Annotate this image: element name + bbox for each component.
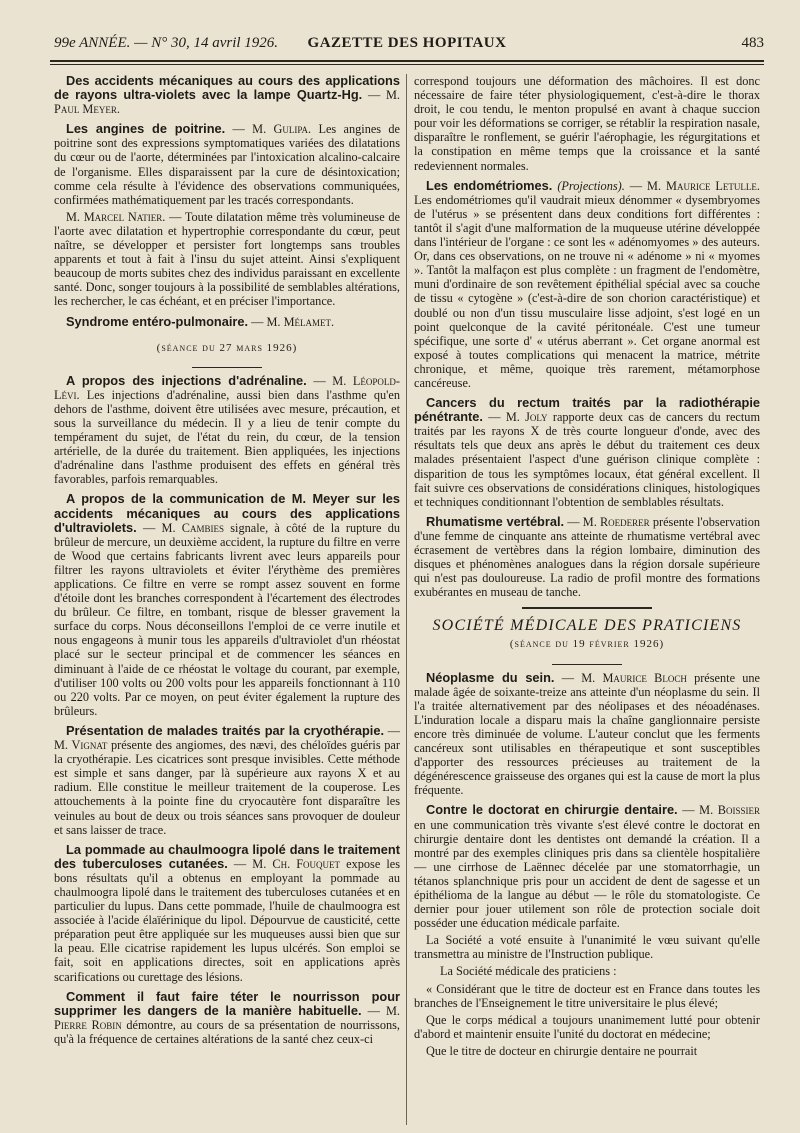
column-divider — [406, 74, 407, 1125]
article — [414, 803, 760, 1058]
article — [54, 843, 400, 984]
quote-text: Que le corps médical a toujours unanimement lutté pour obtenir d'abord et maintenir ensuite l'unité du doctorat en médecine; — [414, 1012, 760, 1041]
article — [54, 492, 400, 718]
article-title: Présentation de malades traités par la cryothérapie. — [66, 722, 385, 738]
journal-title: GAZETTE DES HOPITAUX — [307, 35, 507, 51]
article-text: signale, à côté de la rupture du brûleur de mercure, un deuxième accident, la rupture du filtre en verre de Wood que certains fabricants livrent avec leurs appareils pour filtrer les rayons ultraviolets et éviter l'érythème des premières applications. Ce filtre en verre se rompt assez souvent en forme d'étoile dont les branches correspondent à l'écartement des électrodes du brûleur. Ce filtre, en tombant, risque de blesser gravement la surface du corps. Nous déconseillons l'emploi de ce verre inutile et nous engageons à munir tous les appareils d'ultraviolet d'un rhéostat placé sur le secteur principal et de commencer les séances en diminuant à l'aide de ce rhéostat le voltage du courant, par exemple, d'utiliser 100 volts ou 200 volts pour les appareils fonctionnant à 110 ou 220 volts. Par ce moyen, on peut éviter également la rupture des brûleurs. — [54, 520, 400, 718]
article-title: Syndrome entéro-pulmonaire. — [66, 313, 249, 329]
article-title: A propos des injections d'adrénaline. — [66, 372, 307, 388]
society-heading: SOCIÉTÉ MÉDICALE DES PRATICIENS — [432, 617, 742, 635]
article-title: Les angines de poitrine. — [66, 121, 226, 137]
article-author: — M. Maurice Letulle. — [629, 178, 760, 193]
right-column — [414, 74, 760, 1127]
section-rule — [192, 367, 262, 368]
article-subtitle: (Projections). — [557, 178, 625, 193]
article-title: Contre le doctorat en chirurgie dentaire. — [426, 802, 678, 818]
article-text: Toute dilatation même très volumineuse de l'aorte avec dilatation et hypertrophie correspondante du cœur, peut naître, se développer et persister fort longtemps sans troubles apparents et tout à fait à l'insu du sujet atteint. Ainsi s'expliquent beaucoup de morts subites chez des individus paraissant en excellente santé. Donc, songer toujours à la possibilité de semblables altérations, les rechercher, le cas échéant, et en préciser l'importance. — [54, 209, 400, 309]
article-title: Les endométriomes. — [426, 177, 553, 193]
article-title: La pommade au chaulmoogra lipolé dans le traitement des tuberculoses cutanées. — [54, 841, 400, 871]
article-text: en une communication très vivante s'est élevé contre le doctorat en chirurgie dentaire dont les dentistes ont demandé la création. Il a montré par des exemples cliniques pris dans sa clientèle hospitalière — une cirrhose de Laënnec décelée par une stomatorrhagie, un tétanos splanchnique pris pour un accident de dent de sagesse et un épithélioma de la langue au début — le rôle du stomatologiste. Ce dernier pour jouer utilement son rôle de protection sociale doit posséder une éducation médicale parfaite. — [414, 817, 760, 931]
article-text: présente des angiomes, des nævi, des chéloïdes guéris par la cryothérapie. Les cicatrices sont presque invisibles. Cette méthode est simple et sans danger, par là supérieure aux rayons X et au radium. Elle constitue le meilleur traitement de la couperose. Les attouchements à la pointe fine du cryocautère font disparaître les veinules au bout de deux ou trois séances sans provoquer de douleur et sans laisser de trace. — [54, 738, 400, 837]
article-text: La Société médicale des praticiens : — [440, 964, 617, 979]
article-title: Des accidents mécaniques au cours des applications de rayons ultra-violets avec la lampe Quartz-Hg. — [54, 74, 400, 103]
page-number: 483 — [741, 35, 764, 51]
article-text: rapporte deux cas de cancers du rectum traités par les rayons X de très courte longueur d'onde, avec des résultats tels que deux ans après le début du traitement ces deux malades présentaient l'aspect d'une guérison clinique complète : disparition de tous les symptômes locaux, état général excellent. Il fait suivre ces observations de considérations cliniques, histologiques et techniques conditionnant l'obtention de semblables résultats. — [414, 410, 760, 509]
quote-text: Que le titre de docteur en chirurgie dentaire ne pourrait — [426, 1043, 698, 1058]
article-continuation — [414, 74, 760, 173]
article-title: Cancers du rectum traités par la radiothérapie pénétrante. — [414, 395, 760, 425]
article-title: A propos de la communication de M. Meyer sur les accidents mécaniques au cours des applications d'ultraviolets. — [54, 491, 400, 535]
article-text: présente une malade âgée de soixante-treize ans atteinte d'un néoplasme du sein. Il l'a traitée alternativement par des néolipases et des néoadénases. L'induration locale a disparu mais la chaîne ganglionnaire persiste encore très diminuée de volume. L'auteur conclut que les ferments cancéreux sont utilisables en thérapeutique et sont susceptibles d'apporter des ressources précieuses au traitement de la dégénérescence graisseuse des organes qui est la cause de mort la plus fréquente. — [414, 670, 760, 798]
section-rule — [522, 607, 652, 609]
article-author: — M. Léopold-Lévi. — [54, 373, 400, 402]
article-title: Comment il faut faire téter le nourrisson pour supprimer les dangers de la manière habituelle. — [54, 988, 400, 1018]
article-author: — M. Pierre Robin — [54, 1003, 400, 1032]
article — [414, 671, 760, 798]
section-rule — [552, 664, 622, 665]
article-text: expose les bons résultats qu'il a obtenus en employant la pommade au chaulmoogra lipolé dans le traitement des tuberculoses cutanées et en particulier du lupus. Dans cette pommade, l'huile de chaulmoogra est associée à l'acide élaïérinique du lipol. Dépourvue de causticité, cette préparation peut être appliquée sur les muqueuses aussi bien que sur la peau. Elle cicatrise rapidement les lupus ulcérés. Son emploi se fait, soit en applications directes, soit en applications après scarifications ou curettage des lésions. — [54, 856, 400, 984]
article-author: — M. Roederer — [567, 514, 650, 529]
article — [414, 396, 760, 509]
article-text: Les injections d'adrénaline, aussi bien dans l'asthme qu'en dehors de l'asthme, doivent être utilisées avec mesure, précaution, et sous la surveillance du médecin. Il y a lieu de tenir compte du tempérament du sujet, de l'état du rein, du cœur, de la tension artérielle, de la durée du traitement. Bien appliquées, les injections d'adrénaline dans l'asthme produisent des effets en général très favorables, parfois remarquables. — [54, 387, 400, 487]
article-author: — M. Paul Meyer. — [54, 88, 400, 117]
article-author: — M. Gulipa. — [232, 122, 312, 137]
header-rule — [50, 60, 764, 62]
article-text: Les endométriomes qu'il vaudrait mieux dénommer « dysembryomes de l'utérus » se présentent dans deux conditions fort différentes : tantôt il s'agit d'une malformation de la muqueuse utérine développée dans l'intérieur de l'organe : ce sont les « adénomyomes » des auteurs. Or, dans ces observations, on ne trouve ni « adénome » ni « myomes ». Tantôt la malfaçon est plus complète : un fragment de l'endomètre, muni d'ordinaire de son revêtement épithélial spécial avec sa couche de tissu « cytogène » (c'est-à-dire de son chorion caractéristique) et doublé ou non d'un tissu musculaire lisse adjoint, s'est logé en un point quelconque de la cavité péritonéale. C'est une tumeur spécifique, une sorte d' « utérus aberrant ». Cet organe anormal est exposé à toutes complications qui menacent la matrice, métrite chronique, et même, quoique très rarement, métamorphose cancéreuse. — [414, 192, 760, 390]
article-text: Les angines de poitrine sont des expressions symptomatiques variées des dilatations du cœur ou de l'aorte, déterminées par l'intoxication alcalino-calcaire de l'organisme. Elles disparaissent par la cure de désintoxication; comme cela résulte à l'évidence des observations communiquées, confirmées mathématiquement par les tracés correspondants. — [54, 122, 400, 207]
article-title: Néoplasme du sein. — [426, 669, 555, 685]
article: Les angines de poitrine. — M. Gulipa. Les angines de poitrine sont des expressions symptomatiques variées des dilatations du cœur ou de l'aorte, déterminées par l'intoxication alcalino-calcaire de l'organisme. Elles disparaissent par la cure de désintoxication; comme cela résulte à l'évidence des observations communiquées, confirmées mathématiquement par les tracés correspondants. M. Marcel Natier. — Toute dilatation même très volumineuse de l'aorte avec dilatation et hypertrophie correspondante du cœur, peut naître, se développer et persister fort longtemps sans troubles apparents et tout à fait à l'insu du sujet atteint. Ainsi s'expliquent beaucoup de morts subites chez des individus paraissant en excellente santé. Donc, songer toujours à la possibilité de semblables altérations, les rechercher, le cas échéant, et en préciser l'importance. — [54, 121, 400, 309]
article — [54, 74, 400, 116]
article-title: Rhumatisme vertébral. — [426, 513, 565, 529]
session-heading: (séance du 27 mars 1926) — [156, 341, 298, 354]
article-text: La Société a voté ensuite à l'unanimité le vœu suivant qu'elle transmettra au ministre de l'Instruction publique. — [414, 933, 760, 962]
article-author: M. Marcel Natier. — [66, 209, 166, 224]
quote-text: « Considérant que le titre de docteur est en France dans toutes les branches de l'Enseignement le titre universitaire le plus élevé; — [414, 981, 760, 1010]
article-author: — M. Boissier — [682, 803, 760, 818]
header-rule-thin — [50, 64, 764, 65]
article — [414, 179, 760, 390]
article-author: — M. Mélamet. — [251, 314, 335, 329]
article — [54, 315, 400, 329]
article — [54, 990, 400, 1046]
article — [54, 374, 400, 487]
article — [54, 724, 400, 837]
article-text: démontre, au cours de sa présentation de nourrissons, qu'à la fréquence de certaines altérations de la santé chez ceux-ci — [54, 1017, 400, 1046]
issue-info: 99e ANNÉE. — N° 30, 14 avril 1926. — [54, 35, 279, 51]
article-author: — M. Joly — [488, 410, 548, 425]
article-author: — M. Cambies — [142, 520, 224, 535]
session-heading: (séance du 19 février 1926) — [509, 638, 665, 651]
article-text: présente l'observation d'une femme de cinquante ans atteinte de rhumatisme vertébral avec écrasement de vertèbres dans la région lombaire, diminution des disques et phénomènes analogues dans la région dorsale supérieure qui n'est pas douloureuse. La radio de profil montre des formations exubérantes en museau de tanche. — [414, 514, 760, 600]
page-header — [50, 30, 764, 56]
article-author: — M. Vignat — [54, 723, 400, 753]
article-author: — M. Maurice Bloch — [561, 670, 687, 685]
article — [414, 515, 760, 600]
article-text: correspond toujours une déformation des mâchoires. Il est donc nécessaire de faire téter physiologiquement, c'est-à-dire le thorax droit, le cou tendu, le menton propulsé en avant à chaque succion pour voir les déformations se corriger, se rétablir la respiration nasale, disparaître le ronflement, se guérir l'aérophagie, les régurgitations et la constipation en même temps que la croissance et la santé redeviennent normales. — [414, 74, 760, 173]
article-author: — M. Ch. Fouquet — [233, 856, 341, 871]
left-column — [54, 74, 400, 1127]
